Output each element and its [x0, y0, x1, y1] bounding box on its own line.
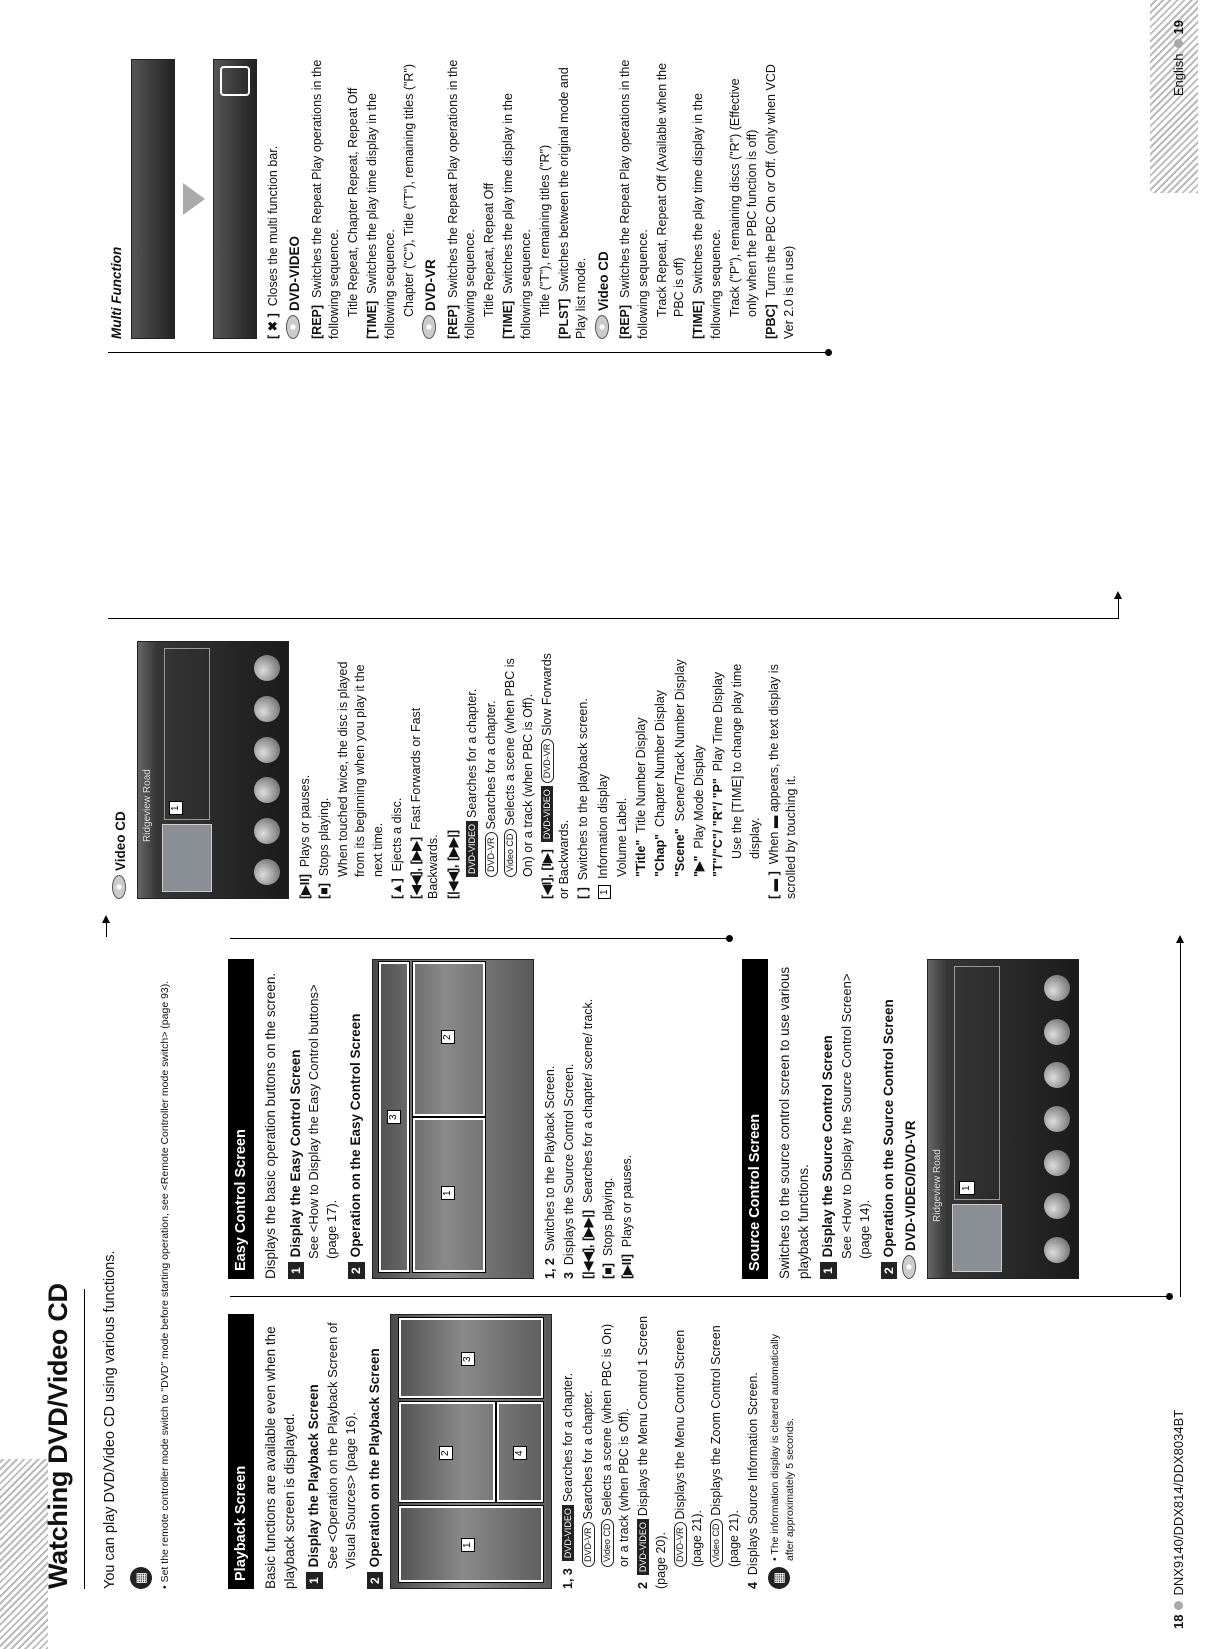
list-item	[580, 959, 597, 1279]
list-item	[745, 1314, 762, 1589]
step-title	[366, 1314, 385, 1589]
list-item	[729, 641, 764, 859]
item-text: Track Repeat, Repeat Off (Available when the PBC is off)	[654, 62, 686, 317]
item-text: Fast Forwards or Fast Backwards.	[409, 707, 441, 899]
list-item	[766, 641, 801, 899]
list-item	[500, 59, 535, 339]
item-key: [REP]	[618, 304, 633, 339]
callout-number: 2	[441, 1030, 455, 1044]
source-control-screenshot	[927, 959, 1079, 1279]
item-text: When ▬ appears, the text display is scrolled by touching it.	[766, 664, 799, 899]
step-title	[347, 959, 366, 1279]
note-remote-mode: • Set the remote controller mode switch to "DVD" mode before starting operation, see <Remote Controller mode switch> (page 93).	[159, 980, 171, 1589]
item-text: Searches for a chapter.	[484, 700, 499, 830]
item-list	[297, 641, 801, 899]
item-text: Volume Label.	[614, 797, 629, 877]
item-text: Displays the Menu Control 1 Screen (page 20).	[636, 1315, 668, 1589]
bullet-dot	[1174, 1601, 1183, 1610]
item-key: [TIME]	[501, 300, 516, 339]
note-text: Set the remote controller mode switch to "DVD" mode before starting operation, see <Remote Controller mode switch> (page 93).	[159, 980, 171, 1583]
round-button-icon	[1044, 1019, 1070, 1045]
round-button-icon	[254, 859, 280, 885]
round-button-icon	[1044, 1106, 1070, 1132]
item-key: [TIME]	[691, 300, 706, 339]
step-number: 1	[306, 1572, 323, 1589]
page-number: 19	[1171, 20, 1186, 35]
item-text: Switches the Repeat Play operations in the following sequence.	[309, 59, 341, 339]
video-thumbnail	[162, 824, 212, 892]
control-buttons	[1044, 966, 1070, 1272]
disc-icon	[286, 315, 300, 339]
source-control-section	[742, 959, 1087, 1279]
round-button-icon	[254, 777, 280, 803]
screen-title-text: Ridgeview Road	[141, 769, 153, 842]
round-button-icon	[254, 696, 280, 722]
info-display	[954, 966, 1000, 1200]
list-item	[710, 641, 727, 877]
disc-icon	[902, 1255, 916, 1279]
callout-number: 4	[513, 1446, 527, 1460]
item-list	[265, 59, 798, 339]
step-title-text: Operation on the Playback Screen	[366, 1348, 382, 1568]
list-item	[580, 1314, 597, 1567]
list-item	[364, 59, 399, 339]
list-item	[483, 641, 500, 877]
easy-control-section	[228, 959, 638, 1279]
item-text: Plays or pauses.	[619, 1154, 634, 1248]
disc-badge: DVD-VIDEO	[466, 821, 478, 877]
list-item	[502, 641, 537, 877]
item-key: [PLST]	[557, 298, 572, 339]
callout-box	[399, 1402, 495, 1502]
bullet-dot	[1174, 39, 1183, 48]
list-item	[652, 641, 669, 877]
screen-topbar	[138, 642, 158, 898]
list-item	[542, 959, 559, 1279]
page-title: Watching DVD/Video CD	[43, 1283, 73, 1589]
multi-function-section	[108, 59, 800, 339]
item-list	[542, 959, 636, 1279]
step-title-text: Operation on the Easy Control Screen	[348, 1013, 364, 1258]
disc-badge: DVD-VR	[582, 1522, 595, 1567]
list-item	[595, 641, 612, 899]
disc-badge: DVD-VR	[485, 832, 498, 877]
item-text: Displays the Menu Control Screen (page 21).	[672, 1329, 705, 1567]
screen-topbar	[928, 960, 948, 1278]
language-label: English	[1171, 53, 1186, 97]
list-item	[708, 1314, 743, 1567]
column-connector-line	[230, 938, 730, 939]
callout-number: 1	[169, 801, 183, 815]
item-text: Selects a scene (when PBC is On) or a track (when PBC is Off).	[599, 1323, 632, 1567]
title-rule	[84, 1289, 85, 1589]
arrow-down-icon	[183, 183, 205, 215]
list-item	[599, 1314, 634, 1567]
disc-badge: DVD-VR	[674, 1522, 687, 1567]
item-key: [■]	[600, 1263, 615, 1279]
section-lead: Displays the basic operation buttons on the screen.	[263, 972, 278, 1279]
item-text: Stops playing.	[316, 797, 331, 877]
list-item	[654, 59, 689, 317]
note-auto-clear: ▦ • The information display is cleared automatically after approximately 5 seconds.	[768, 1314, 797, 1589]
info-display	[164, 648, 210, 820]
item-key: [ ✖ ]	[265, 313, 280, 339]
item-key: 3	[562, 1272, 576, 1279]
callout-box	[399, 1506, 543, 1582]
disc-label: DVD-VR	[423, 259, 438, 311]
item-key: "▶"	[691, 855, 706, 877]
disc-heading	[286, 59, 305, 339]
step-number: 2	[348, 1262, 365, 1279]
item-text: Turns the PBC On or Off. (only when VCD Ver 2.0 is in use)	[764, 64, 796, 339]
list-item	[537, 59, 554, 317]
section-lead: Basic functions are available even when the playback screen is displayed.	[263, 1326, 297, 1589]
item-key: "Scene"	[672, 828, 687, 877]
callout-box	[413, 962, 485, 1116]
list-item	[556, 59, 591, 339]
list-item	[690, 59, 725, 339]
list-item	[633, 641, 650, 877]
section-header: Source Control Screen	[742, 959, 768, 1279]
disc-label: Video CD	[595, 251, 611, 311]
video-cd-section	[108, 641, 802, 899]
callout-number: 3	[387, 1110, 401, 1124]
function-bar-screenshot	[131, 59, 175, 339]
item-key: 2	[636, 1582, 651, 1589]
disc-icon	[422, 315, 436, 339]
item-text: Information display	[595, 774, 610, 879]
list-item	[600, 959, 617, 1279]
list-item	[445, 641, 462, 899]
item-text: Chapter ("C"), Title ("T"), remaining titles ("R")	[401, 63, 416, 317]
round-button-icon	[254, 655, 280, 681]
callout-number: 3	[461, 1352, 475, 1366]
item-text: Searches for a chapter/ scene/ track.	[581, 998, 596, 1203]
column-connector-line	[230, 1296, 1170, 1297]
disc-label: DVD-VIDEO	[286, 235, 302, 311]
list-item	[672, 641, 689, 877]
list-item	[464, 641, 481, 877]
item-key: [PBC]	[764, 304, 779, 339]
item-key: [|◀◀], [▶▶|]	[581, 1209, 596, 1279]
item-text: Slow Forwards or Backwards.	[539, 653, 572, 899]
item-text: Switches the Repeat Play operations in the following sequence.	[618, 59, 650, 339]
list-item	[335, 641, 387, 877]
list-item	[763, 59, 798, 339]
connector-dot	[825, 349, 832, 356]
step-body: See <How to Display the Source Control Screen> (page 14).	[838, 973, 872, 1259]
item-text: Switches to the playback screen.	[576, 698, 591, 881]
list-item	[619, 959, 636, 1279]
item-key: [◀I], [I▶]	[539, 849, 554, 899]
continue-arrow	[1180, 937, 1181, 1297]
connector-dot	[726, 935, 733, 942]
continue-arrow	[1118, 593, 1119, 619]
note-text: The information display is cleared automatically after approximately 5 seconds.	[769, 1333, 796, 1561]
round-button-icon	[1044, 1150, 1070, 1176]
step-title	[880, 959, 899, 1279]
item-key: "T"/"C"/ "R"/ "P"	[711, 778, 726, 877]
item-text: Closes the multi function bar.	[265, 145, 280, 307]
item-key: [TIME]	[365, 300, 380, 339]
item-text: Switches between the original mode and Play list mode.	[557, 67, 589, 339]
list-item	[481, 59, 498, 317]
item-key: [■]	[316, 883, 331, 899]
item-text: Switches the play time display in the following sequence.	[691, 93, 723, 339]
item-text: Track ("P"), remaining discs ("R") (Effective only when the PBC function is off)	[727, 78, 759, 317]
list-item	[265, 59, 282, 339]
item-key: [|◀◀], [▶▶|]	[445, 829, 460, 899]
step-number: 1	[820, 1262, 837, 1279]
column-connector-line	[108, 618, 1118, 619]
disc-label: DVD-VIDEO/DVD-VR	[903, 1120, 919, 1251]
disc-icon	[595, 315, 609, 339]
item-text: Use the [TIME] to change play time display.	[730, 663, 762, 859]
item-key: [ ▬ ]	[766, 871, 781, 899]
list-item	[297, 641, 314, 899]
footer-left	[1170, 1410, 1188, 1629]
step-title	[287, 959, 306, 1279]
item-key: [REP]	[445, 304, 460, 339]
item-text: Stops playing.	[600, 1177, 615, 1257]
item-key: 1	[598, 885, 611, 899]
callout-number: 2	[439, 1446, 453, 1460]
item-key: [▶II]	[619, 1254, 634, 1279]
item-text: Ejects a disc.	[389, 797, 404, 872]
item-text: When touched twice, the disc is played from its beginning when you play it the next time.	[336, 661, 385, 877]
section-header: Easy Control Screen	[228, 959, 254, 1279]
item-key: 4	[745, 1582, 760, 1589]
callout-box	[497, 1402, 543, 1502]
disc-badge: DVD-VIDEO	[637, 1519, 649, 1575]
easy-control-screenshot	[372, 959, 534, 1279]
section-lead: Switches to the source control screen to use various playback functions.	[777, 966, 811, 1279]
multi-function-bar-screenshot	[213, 59, 257, 339]
step-title-text: Display the Easy Control Screen	[287, 1049, 303, 1258]
connector-dot	[1166, 1293, 1173, 1300]
item-key: [▶II]	[297, 874, 312, 899]
item-text: Searches for a chapter.	[464, 688, 479, 818]
list-item	[309, 59, 344, 339]
column-connector-line	[108, 352, 828, 353]
section-title: Multi Function	[109, 246, 124, 339]
footer-right	[1170, 20, 1188, 96]
item-text: Switches the play time display in the following sequence.	[365, 93, 397, 339]
page-number: 18	[1171, 1614, 1186, 1629]
list-item	[614, 641, 631, 877]
round-button-icon	[254, 818, 280, 844]
list-item	[617, 59, 652, 339]
playback-screenshot	[390, 1314, 552, 1589]
round-button-icon	[1044, 975, 1070, 1001]
item-text: Chapter Number Display	[653, 690, 668, 827]
intro-text: You can play DVD/Video CD using various functions.	[102, 1250, 118, 1589]
step-title-text: Operation on the Source Control Screen	[880, 999, 896, 1258]
playback-section	[228, 1314, 797, 1589]
callout-number: 1	[959, 1181, 975, 1195]
item-text: Scene/Track Number Display	[672, 659, 687, 822]
item-text: Title Repeat, Repeat Off	[482, 182, 497, 317]
item-key: [◀◀], [▶▶]	[409, 836, 424, 899]
disc-badge: DVD-VR	[541, 739, 554, 784]
list-item	[560, 1314, 577, 1589]
list-item	[389, 641, 406, 899]
step-body: See <How to Display the Easy Control buttons> (page 17).	[306, 984, 340, 1259]
round-button-icon	[1044, 1062, 1070, 1088]
disc-badge: DVD-VIDEO	[541, 786, 553, 842]
item-text: Title ("T"), remaining titles ("R")	[537, 144, 552, 317]
round-button-icon	[1044, 1193, 1070, 1219]
list-item	[561, 959, 578, 1279]
disc-heading	[595, 59, 614, 339]
item-text: Displays the Zoom Control Screen (page 21).	[709, 1325, 741, 1567]
list-item	[445, 59, 480, 339]
callout-box	[413, 1118, 485, 1272]
list-item	[575, 641, 592, 899]
note-icon: ▦	[768, 1567, 790, 1589]
list-item	[635, 1314, 670, 1589]
step-title-text: Display the Source Control Screen	[820, 1035, 836, 1258]
continue-arrow	[106, 917, 107, 937]
round-button-icon	[1044, 1237, 1070, 1263]
item-list	[560, 1314, 762, 1589]
disc-badge: DVD-VIDEO	[562, 1505, 574, 1561]
item-text: Title Number Display	[634, 717, 649, 833]
step-number: 2	[881, 1262, 898, 1279]
item-text: Switches the Repeat Play operations in the following sequence.	[445, 59, 477, 339]
item-key: [▲]	[389, 878, 404, 899]
screen-title-text: Ridgeview Road	[932, 1149, 943, 1222]
list-item	[672, 1314, 707, 1567]
step-number: 2	[367, 1572, 384, 1589]
disc-icon	[112, 875, 126, 899]
item-text: Displays Source Information Screen.	[745, 1372, 760, 1576]
item-text: Play Mode Display	[691, 745, 706, 849]
model-number: DNX9140/DDX814/DDX8034BT	[1171, 1409, 1186, 1596]
disc-heading	[422, 59, 441, 339]
callout-number: 1	[441, 1186, 455, 1200]
item-key: "Title"	[634, 839, 649, 877]
control-buttons	[254, 648, 280, 892]
callout-box	[399, 1318, 543, 1398]
item-text: Title Repeat, Chapter Repeat, Repeat Off	[346, 87, 360, 317]
item-text: Play Time Display	[711, 671, 726, 772]
callout-number: 1	[461, 1538, 475, 1552]
item-text: Searches for a chapter.	[561, 1372, 576, 1503]
note-icon: ▦	[130, 1567, 152, 1589]
item-key: [ ]	[576, 887, 591, 899]
step-number: 1	[288, 1262, 305, 1279]
round-button-icon	[254, 737, 280, 763]
disc-heading	[112, 641, 131, 899]
list-item	[539, 641, 574, 899]
item-text: Switches to the Playback Screen.	[542, 1065, 557, 1252]
item-key: 1, 2	[542, 1258, 557, 1279]
item-key: [REP]	[309, 304, 324, 339]
list-item	[691, 641, 708, 877]
list-item	[727, 59, 762, 317]
list-item	[408, 641, 443, 899]
step-title	[305, 1314, 324, 1589]
item-key: 1, 3	[561, 1568, 576, 1589]
item-text: Searches for a chapter.	[580, 1390, 595, 1520]
disc-label: Video CD	[113, 811, 128, 871]
disc-badge: Video CD	[601, 1519, 614, 1567]
step-body: See <Operation on the Playback Screen of Visual Sources> (page 16).	[324, 1322, 358, 1569]
video-thumbnail	[952, 1204, 1002, 1272]
disc-badge: Video CD	[710, 1519, 723, 1567]
item-text: Plays or pauses.	[297, 774, 312, 868]
list-item	[345, 59, 362, 317]
step-title	[819, 959, 838, 1279]
item-text: Switches the play time display in the following sequence.	[501, 93, 533, 339]
item-text: Selects a scene (when PBC is On) or a track (when PBC is Off).	[503, 658, 535, 877]
item-key: "Chap"	[653, 833, 668, 877]
step-title-text: Display the Playback Screen	[306, 1384, 322, 1568]
list-item	[316, 641, 333, 899]
disc-heading	[902, 959, 921, 1279]
item-text: Displays the Source Control Screen.	[562, 1063, 576, 1266]
list-item	[401, 59, 418, 317]
disc-badge: Video CD	[504, 829, 517, 877]
callout-box	[379, 962, 409, 1272]
hand-pointer-icon	[220, 66, 250, 96]
video-cd-screenshot	[137, 641, 289, 899]
section-header: Playback Screen	[228, 1314, 254, 1589]
